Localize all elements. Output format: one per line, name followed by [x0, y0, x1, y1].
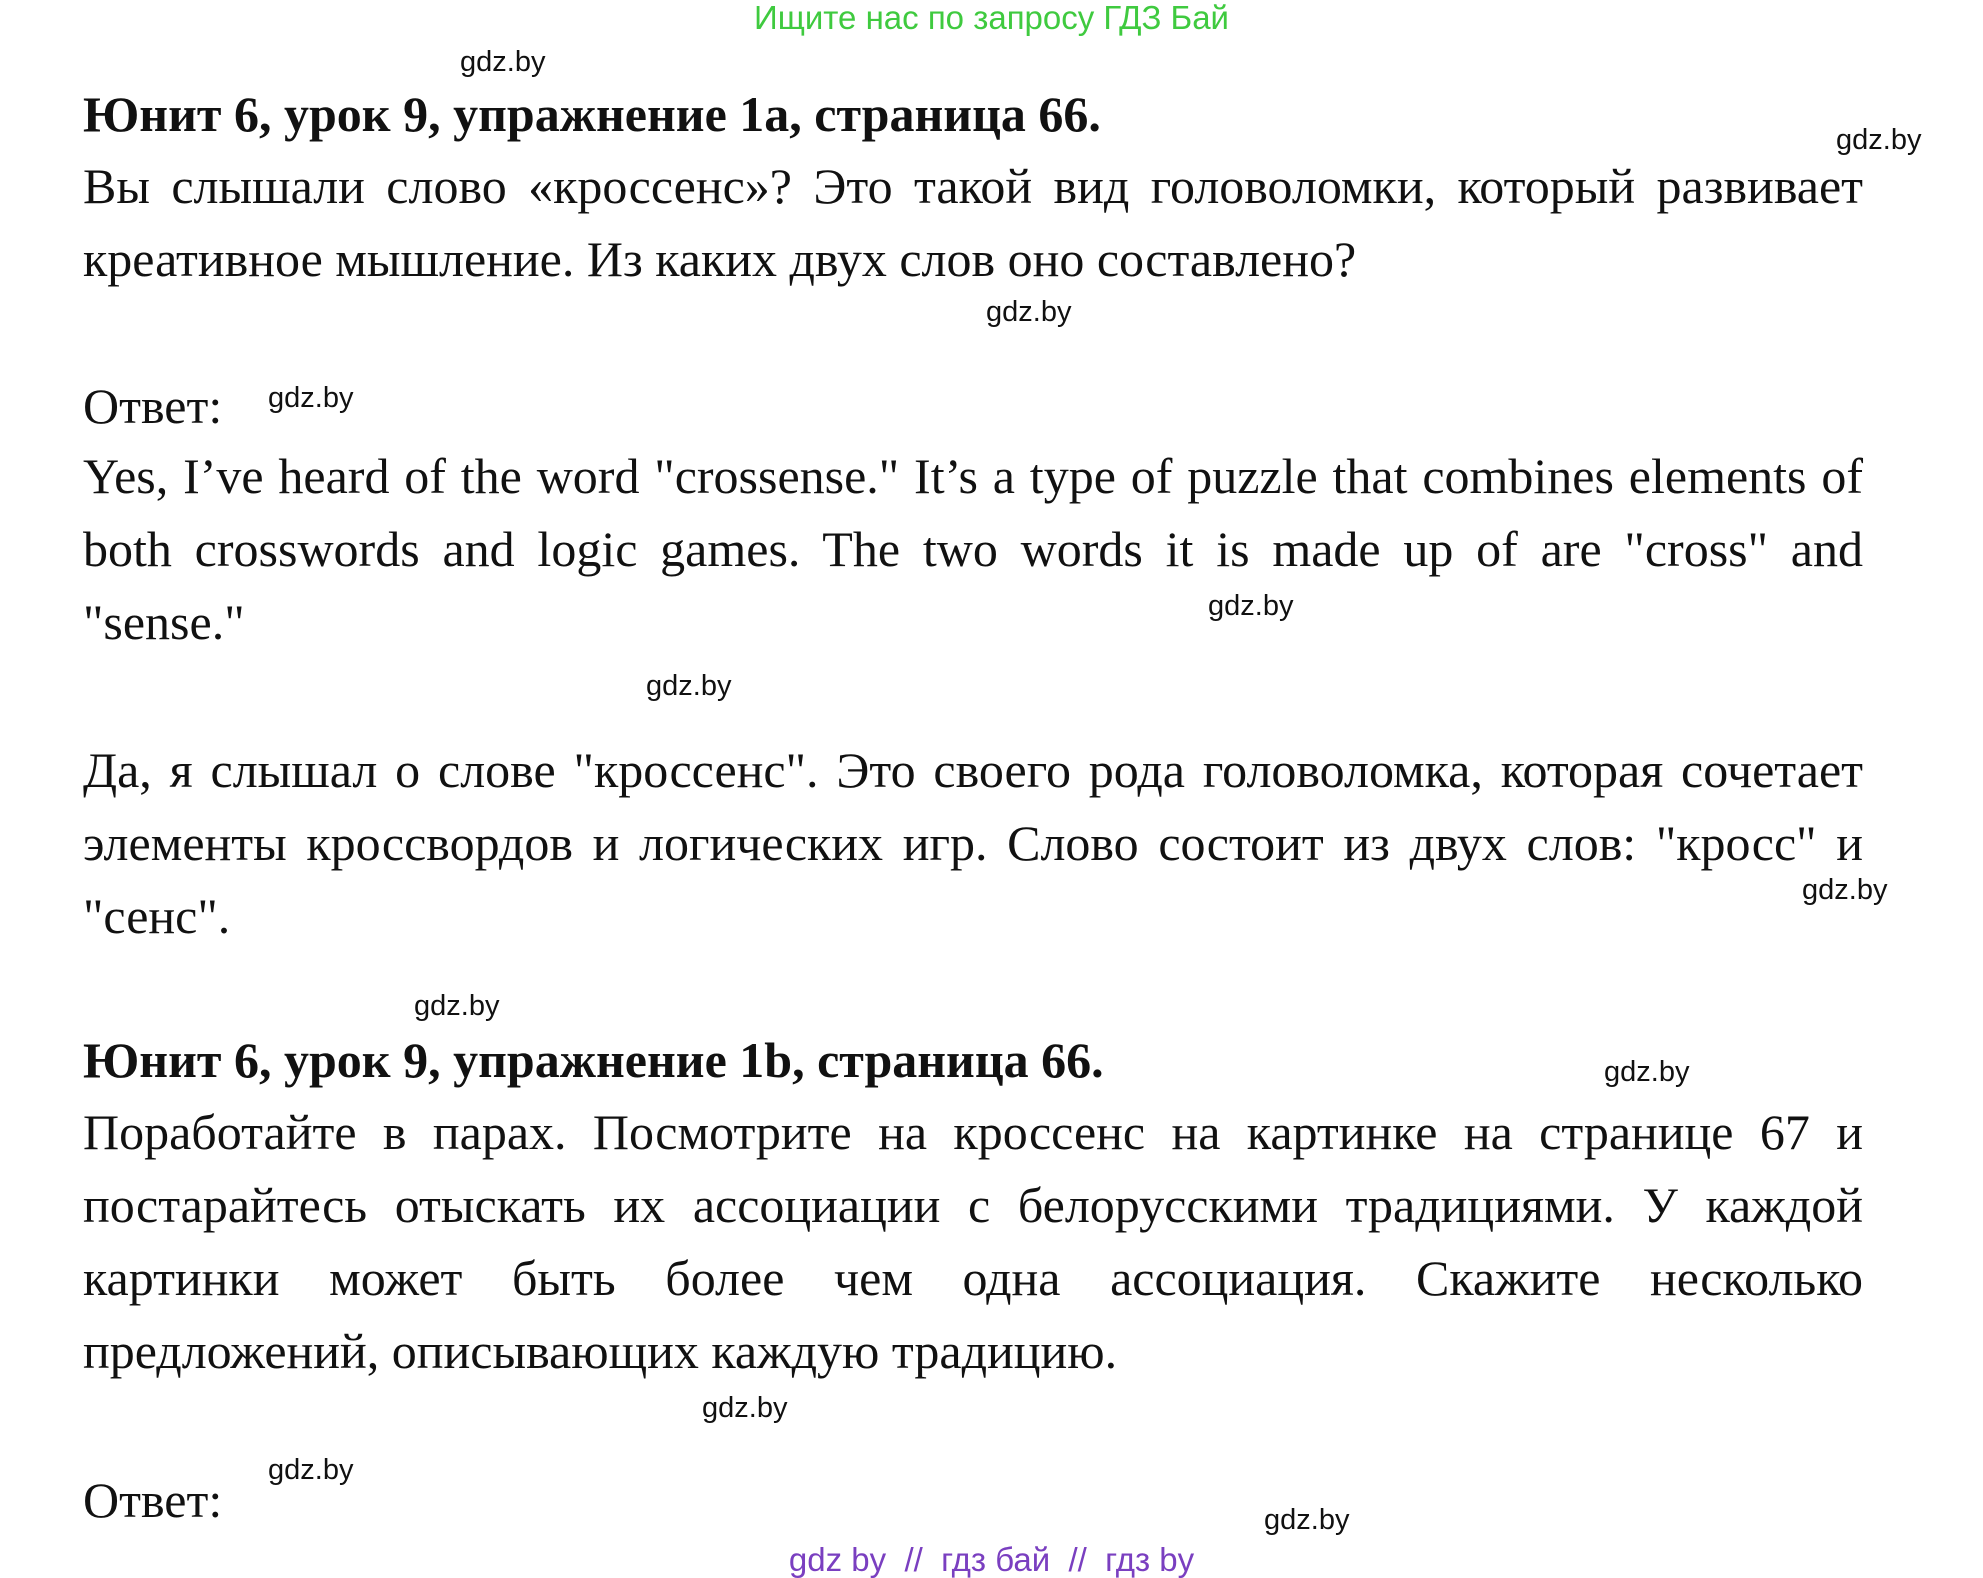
watermark: gdz.by — [1208, 590, 1294, 622]
exercise-1a-task: Вы слышали слово «кроссенс»? Это такой вид головоломки, который развивает креативное мышление. Из каких двух слов оно составлено? — [83, 158, 1863, 287]
watermark: gdz.by — [646, 670, 732, 702]
exercise-1b-heading: Юнит 6, урок 9, упражнение 1b, страница 66. — [83, 1032, 1104, 1088]
exercise-1a-answer-english: Yes, I’ve heard of the word "crossense." It’s a type of puzzle that combines elements of both crosswords and logic games. The two words it is made up of are "cross" and "sense." — [83, 448, 1863, 650]
watermark: gdz.by — [1264, 1504, 1350, 1536]
watermark: gdz.by — [460, 46, 546, 78]
exercise-1a-heading: Юнит 6, урок 9, упражнение 1a, страница 66. — [83, 86, 1101, 142]
watermark: gdz.by — [268, 382, 354, 414]
watermark: gdz.by — [1802, 874, 1888, 906]
watermark: gdz.by — [986, 296, 1072, 328]
watermark: gdz.by — [414, 990, 500, 1022]
exercise-1b-task: Поработайте в парах. Посмотрите на кроссенс на картинке на странице 67 и постарайтесь отыскать их ассоциации с белорусскими традициями. У каждой картинки может быть более чем одна ассоциация. Скажите несколько предложений, описывающих каждую традицию. — [83, 1104, 1863, 1379]
exercise-1a-answer-russian: Да, я слышал о слове "кроссенс". Это своего рода головоломка, которая сочетает элементы кроссвордов и логических игр. Слово состоит из двух слов: "кросс" и "сенс". — [83, 742, 1863, 944]
watermark: gdz.by — [268, 1454, 354, 1486]
watermark: gdz.by — [1604, 1056, 1690, 1088]
footer-links: gdz by // гдз бай // гдз by — [788, 1541, 1195, 1578]
watermark: gdz.by — [1836, 124, 1922, 156]
exercise-1a-answer-label: Ответ: — [83, 378, 223, 434]
exercise-1b-answer-label: Ответ: — [83, 1472, 223, 1528]
watermark: gdz.by — [702, 1392, 788, 1424]
top-banner: Ищите нас по запросу ГДЗ Бай — [754, 0, 1229, 36]
